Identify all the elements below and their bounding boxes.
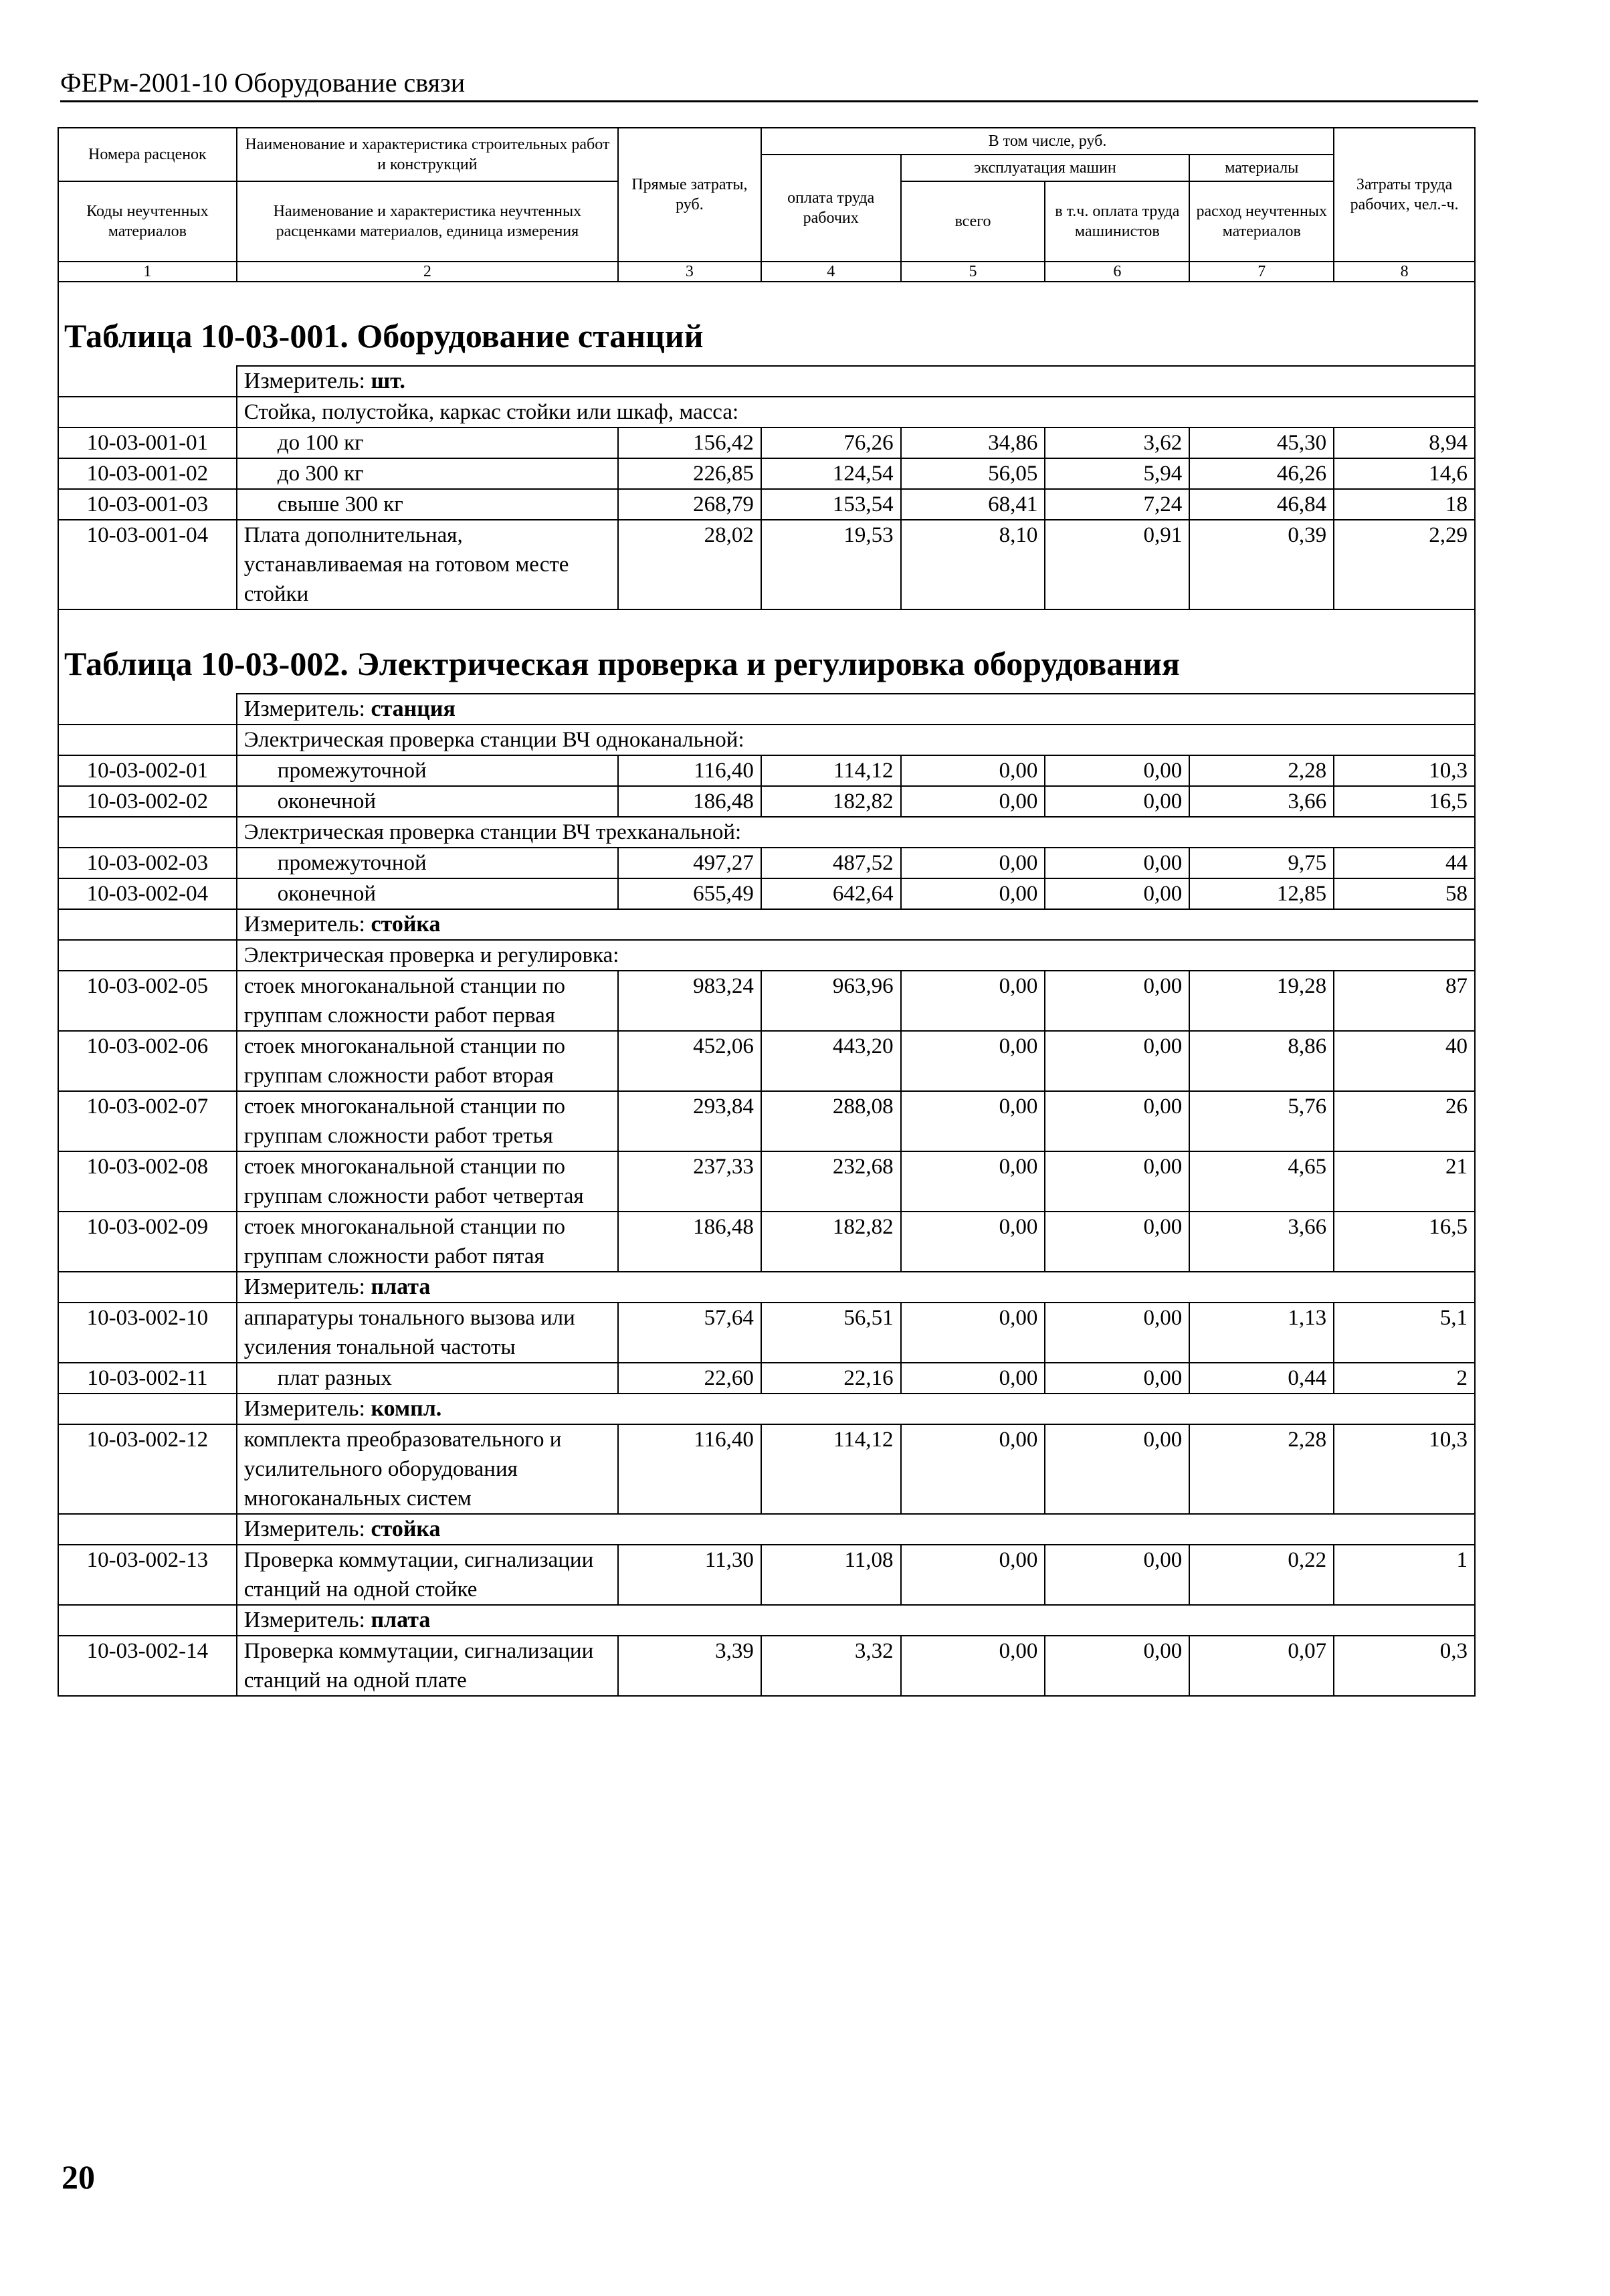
rate-code: 10-03-002-06 xyxy=(58,1031,237,1091)
rate-code: 10-03-002-01 xyxy=(58,755,237,786)
cost-value: 655,49 xyxy=(618,878,761,909)
cost-value: 46,26 xyxy=(1189,458,1334,489)
cost-value: 1,13 xyxy=(1189,1303,1334,1363)
cost-value: 237,33 xyxy=(618,1151,761,1212)
table-row xyxy=(58,848,1475,878)
rate-code: 10-03-001-03 xyxy=(58,489,237,520)
cost-value: 10,3 xyxy=(1334,755,1475,786)
work-name: промежуточной xyxy=(237,755,618,786)
work-name: стоек многоканальной станции по группам сложности работ четвертая xyxy=(237,1151,618,1212)
cost-value: 0,00 xyxy=(1045,1212,1189,1272)
table-title: Таблица 10-03-001. Оборудование станций xyxy=(58,282,1475,366)
cost-value: 0,00 xyxy=(901,786,1045,817)
cost-value: 124,54 xyxy=(761,458,901,489)
cost-value: 2,28 xyxy=(1189,755,1334,786)
cost-value: 0,00 xyxy=(901,1424,1045,1514)
meter-row: Измеритель: компл. xyxy=(237,1394,1475,1424)
cost-value: 0,00 xyxy=(901,878,1045,909)
cost-value: 14,6 xyxy=(1334,458,1475,489)
cost-value: 5,1 xyxy=(1334,1303,1475,1363)
cost-value: 3,66 xyxy=(1189,1212,1334,1272)
cost-value: 12,85 xyxy=(1189,878,1334,909)
work-name: промежуточной xyxy=(237,848,618,878)
cost-value: 40 xyxy=(1334,1031,1475,1091)
cost-value: 487,52 xyxy=(761,848,901,878)
meter-row: Измеритель: станция xyxy=(237,694,1475,725)
work-name: Проверка коммутации, сигнализации станций на одной плате xyxy=(237,1636,618,1696)
cost-value: 0,00 xyxy=(1045,878,1189,909)
cost-value: 0,00 xyxy=(901,755,1045,786)
cost-value: 288,08 xyxy=(761,1091,901,1151)
work-name: плат разных xyxy=(237,1363,618,1394)
work-name: Плата дополнительная, устанавливаемая на готовом месте стойки xyxy=(237,520,618,609)
cost-value: 268,79 xyxy=(618,489,761,520)
cost-value: 0,91 xyxy=(1045,520,1189,609)
rate-code: 10-03-002-04 xyxy=(58,878,237,909)
rate-code: 10-03-002-14 xyxy=(58,1636,237,1696)
cost-value: 22,60 xyxy=(618,1363,761,1394)
page-number: 20 xyxy=(62,2158,95,2196)
cost-value: 19,28 xyxy=(1189,971,1334,1031)
work-name: аппаратуры тонального вызова или усиления тональной частоты xyxy=(237,1303,618,1363)
cost-value: 7,24 xyxy=(1045,489,1189,520)
work-name: оконечной xyxy=(237,878,618,909)
col1-bottom-header: Коды неучтенных материалов xyxy=(58,181,237,262)
cost-value: 293,84 xyxy=(618,1091,761,1151)
col3-header: Прямые затраты, руб. xyxy=(618,128,761,262)
cost-value: 232,68 xyxy=(761,1151,901,1212)
cost-value: 4,65 xyxy=(1189,1151,1334,1212)
group-title: Электрическая проверка станции ВЧ одноканальной: xyxy=(237,725,1475,755)
cost-value: 11,08 xyxy=(761,1545,901,1605)
cost-value: 0,00 xyxy=(901,1091,1045,1151)
rate-code: 10-03-001-02 xyxy=(58,458,237,489)
table-row xyxy=(58,458,1475,489)
meter-row: Измеритель: плата xyxy=(237,1272,1475,1303)
col-number: 4 xyxy=(761,262,901,282)
cost-value: 58 xyxy=(1334,878,1475,909)
cost-value: 18 xyxy=(1334,489,1475,520)
col4-header: оплата труда рабочих xyxy=(761,155,901,262)
table-row xyxy=(58,520,1475,609)
table-row xyxy=(58,427,1475,458)
cost-value: 9,75 xyxy=(1189,848,1334,878)
cost-value: 0,00 xyxy=(1045,1151,1189,1212)
cost-value: 57,64 xyxy=(618,1303,761,1363)
cost-value: 8,94 xyxy=(1334,427,1475,458)
group-title: Стойка, полустойка, каркас стойки или шкаф, масса: xyxy=(237,397,1475,427)
rates-table xyxy=(58,127,1476,1697)
table-row xyxy=(58,1212,1475,1272)
meter-row: Измеритель: стойка xyxy=(237,909,1475,940)
cost-value: 0,00 xyxy=(901,1212,1045,1272)
cost-value: 3,32 xyxy=(761,1636,901,1696)
cost-value: 2 xyxy=(1334,1363,1475,1394)
cost-value: 0,00 xyxy=(1045,1303,1189,1363)
col-number: 8 xyxy=(1334,262,1475,282)
cost-value: 5,76 xyxy=(1189,1091,1334,1151)
cost-value: 21 xyxy=(1334,1151,1475,1212)
cost-value: 45,30 xyxy=(1189,427,1334,458)
work-name: стоек многоканальной станции по группам сложности работ вторая xyxy=(237,1031,618,1091)
cost-value: 182,82 xyxy=(761,786,901,817)
cost-value: 44 xyxy=(1334,848,1475,878)
cost-value: 0,00 xyxy=(1045,1363,1189,1394)
work-name: до 100 кг xyxy=(237,427,618,458)
cost-value: 56,51 xyxy=(761,1303,901,1363)
col-number: 7 xyxy=(1189,262,1334,282)
rate-code: 10-03-002-12 xyxy=(58,1424,237,1514)
cost-value: 0,00 xyxy=(901,1031,1045,1091)
machines-header: эксплуатация машин xyxy=(901,155,1190,181)
col1-top-header: Номера расценок xyxy=(58,128,237,181)
cost-value: 642,64 xyxy=(761,878,901,909)
work-name: Проверка коммутации, сигнализации станций на одной стойке xyxy=(237,1545,618,1605)
cost-value: 5,94 xyxy=(1045,458,1189,489)
cost-value: 114,12 xyxy=(761,1424,901,1514)
cost-value: 0,39 xyxy=(1189,520,1334,609)
cost-value: 34,86 xyxy=(901,427,1045,458)
cost-value: 116,40 xyxy=(618,755,761,786)
cost-value: 443,20 xyxy=(761,1031,901,1091)
cost-value: 0,00 xyxy=(901,1636,1045,1696)
table-row xyxy=(58,1031,1475,1091)
cost-value: 186,48 xyxy=(618,1212,761,1272)
cost-value: 2,29 xyxy=(1334,520,1475,609)
cost-value: 0,00 xyxy=(1045,1091,1189,1151)
cost-value: 0,00 xyxy=(901,971,1045,1031)
cost-value: 983,24 xyxy=(618,971,761,1031)
rate-code: 10-03-002-05 xyxy=(58,971,237,1031)
cost-value: 186,48 xyxy=(618,786,761,817)
table-row xyxy=(58,786,1475,817)
cost-value: 0,00 xyxy=(1045,848,1189,878)
meter-row: Измеритель: шт. xyxy=(237,366,1475,397)
work-name: стоек многоканальной станции по группам сложности работ пятая xyxy=(237,1212,618,1272)
cost-value: 0,22 xyxy=(1189,1545,1334,1605)
table-row xyxy=(58,1545,1475,1605)
table-row xyxy=(58,1424,1475,1514)
rate-code: 10-03-002-07 xyxy=(58,1091,237,1151)
table-row xyxy=(58,489,1475,520)
cost-value: 19,53 xyxy=(761,520,901,609)
work-name: свыше 300 кг xyxy=(237,489,618,520)
rate-code: 10-03-002-03 xyxy=(58,848,237,878)
table-title: Таблица 10-03-002. Электрическая проверка и регулировка оборудования xyxy=(58,609,1475,694)
cost-value: 3,66 xyxy=(1189,786,1334,817)
col-number: 1 xyxy=(58,262,237,282)
cost-value: 3,39 xyxy=(618,1636,761,1696)
work-name: оконечной xyxy=(237,786,618,817)
group-header: В том числе, руб. xyxy=(761,128,1334,155)
col-number: 6 xyxy=(1045,262,1189,282)
col-number: 2 xyxy=(237,262,618,282)
rate-code: 10-03-002-10 xyxy=(58,1303,237,1363)
cost-value: 226,85 xyxy=(618,458,761,489)
col6-header: в т.ч. оплата труда машинистов xyxy=(1045,181,1189,262)
meter-row: Измеритель: плата xyxy=(237,1605,1475,1636)
cost-value: 87 xyxy=(1334,971,1475,1031)
cost-value: 0,44 xyxy=(1189,1363,1334,1394)
page-header: ФЕРм-2001-10 Оборудование связи xyxy=(60,67,1478,102)
work-name: до 300 кг xyxy=(237,458,618,489)
work-name: стоек многоканальной станции по группам сложности работ первая xyxy=(237,971,618,1031)
cost-value: 0,00 xyxy=(901,1363,1045,1394)
cost-value: 452,06 xyxy=(618,1031,761,1091)
cost-value: 0,00 xyxy=(901,1545,1045,1605)
cost-value: 22,16 xyxy=(761,1363,901,1394)
cost-value: 0,00 xyxy=(1045,786,1189,817)
rate-code: 10-03-001-01 xyxy=(58,427,237,458)
table-row xyxy=(58,1091,1475,1151)
cost-value: 497,27 xyxy=(618,848,761,878)
col-number: 5 xyxy=(901,262,1045,282)
cost-value: 0,00 xyxy=(1045,1545,1189,1605)
cost-value: 28,02 xyxy=(618,520,761,609)
cost-value: 0,00 xyxy=(1045,971,1189,1031)
cost-value: 2,28 xyxy=(1189,1424,1334,1514)
table-row xyxy=(58,1303,1475,1363)
cost-value: 16,5 xyxy=(1334,1212,1475,1272)
table-row xyxy=(58,878,1475,909)
cost-value: 116,40 xyxy=(618,1424,761,1514)
cost-value: 153,54 xyxy=(761,489,901,520)
cost-value: 8,86 xyxy=(1189,1031,1334,1091)
table-row xyxy=(58,1363,1475,1394)
cost-value: 16,5 xyxy=(1334,786,1475,817)
table-row xyxy=(58,1151,1475,1212)
cost-value: 0,00 xyxy=(901,848,1045,878)
cost-value: 56,05 xyxy=(901,458,1045,489)
cost-value: 3,62 xyxy=(1045,427,1189,458)
materials-header: материалы xyxy=(1189,155,1334,181)
cost-value: 0,00 xyxy=(1045,1424,1189,1514)
cost-value: 1 xyxy=(1334,1545,1475,1605)
cost-value: 0,00 xyxy=(901,1303,1045,1363)
group-title: Электрическая проверка и регулировка: xyxy=(237,940,1475,971)
cost-value: 46,84 xyxy=(1189,489,1334,520)
cost-value: 156,42 xyxy=(618,427,761,458)
cost-value: 0,00 xyxy=(1045,1636,1189,1696)
rate-code: 10-03-002-02 xyxy=(58,786,237,817)
cost-value: 963,96 xyxy=(761,971,901,1031)
col5-header: всего xyxy=(901,181,1045,262)
rate-code: 10-03-002-13 xyxy=(58,1545,237,1605)
cost-value: 10,3 xyxy=(1334,1424,1475,1514)
column-numbers xyxy=(58,262,1475,282)
cost-value: 0,3 xyxy=(1334,1636,1475,1696)
table-header xyxy=(58,128,1475,282)
cost-value: 0,00 xyxy=(1045,1031,1189,1091)
work-name: стоек многоканальной станции по группам сложности работ третья xyxy=(237,1091,618,1151)
work-name: комплекта преобразовательного и усилительного оборудования многоканальных систем xyxy=(237,1424,618,1514)
meter-row: Измеритель: стойка xyxy=(237,1514,1475,1545)
cost-value: 26 xyxy=(1334,1091,1475,1151)
cost-value: 8,10 xyxy=(901,520,1045,609)
rate-code: 10-03-002-09 xyxy=(58,1212,237,1272)
table-row xyxy=(58,1636,1475,1696)
col2-top-header: Наименование и характеристика строительных работ и конструкций xyxy=(237,128,618,181)
rate-code: 10-03-002-11 xyxy=(58,1363,237,1394)
table-row xyxy=(58,971,1475,1031)
col2-bottom-header: Наименование и характеристика неучтенных расценками материалов, единица измерения xyxy=(237,181,618,262)
cost-value: 11,30 xyxy=(618,1545,761,1605)
cost-value: 0,07 xyxy=(1189,1636,1334,1696)
col7-header: расход неучтенных материалов xyxy=(1189,181,1334,262)
cost-value: 182,82 xyxy=(761,1212,901,1272)
col-number: 3 xyxy=(618,262,761,282)
group-title: Электрическая проверка станции ВЧ трехканальной: xyxy=(237,817,1475,848)
cost-value: 68,41 xyxy=(901,489,1045,520)
table-row xyxy=(58,755,1475,786)
rate-code: 10-03-002-08 xyxy=(58,1151,237,1212)
cost-value: 0,00 xyxy=(901,1151,1045,1212)
cost-value: 114,12 xyxy=(761,755,901,786)
cost-value: 0,00 xyxy=(1045,755,1189,786)
col8-header: Затраты труда рабочих, чел.-ч. xyxy=(1334,128,1475,262)
rate-code: 10-03-001-04 xyxy=(58,520,237,609)
cost-value: 76,26 xyxy=(761,427,901,458)
